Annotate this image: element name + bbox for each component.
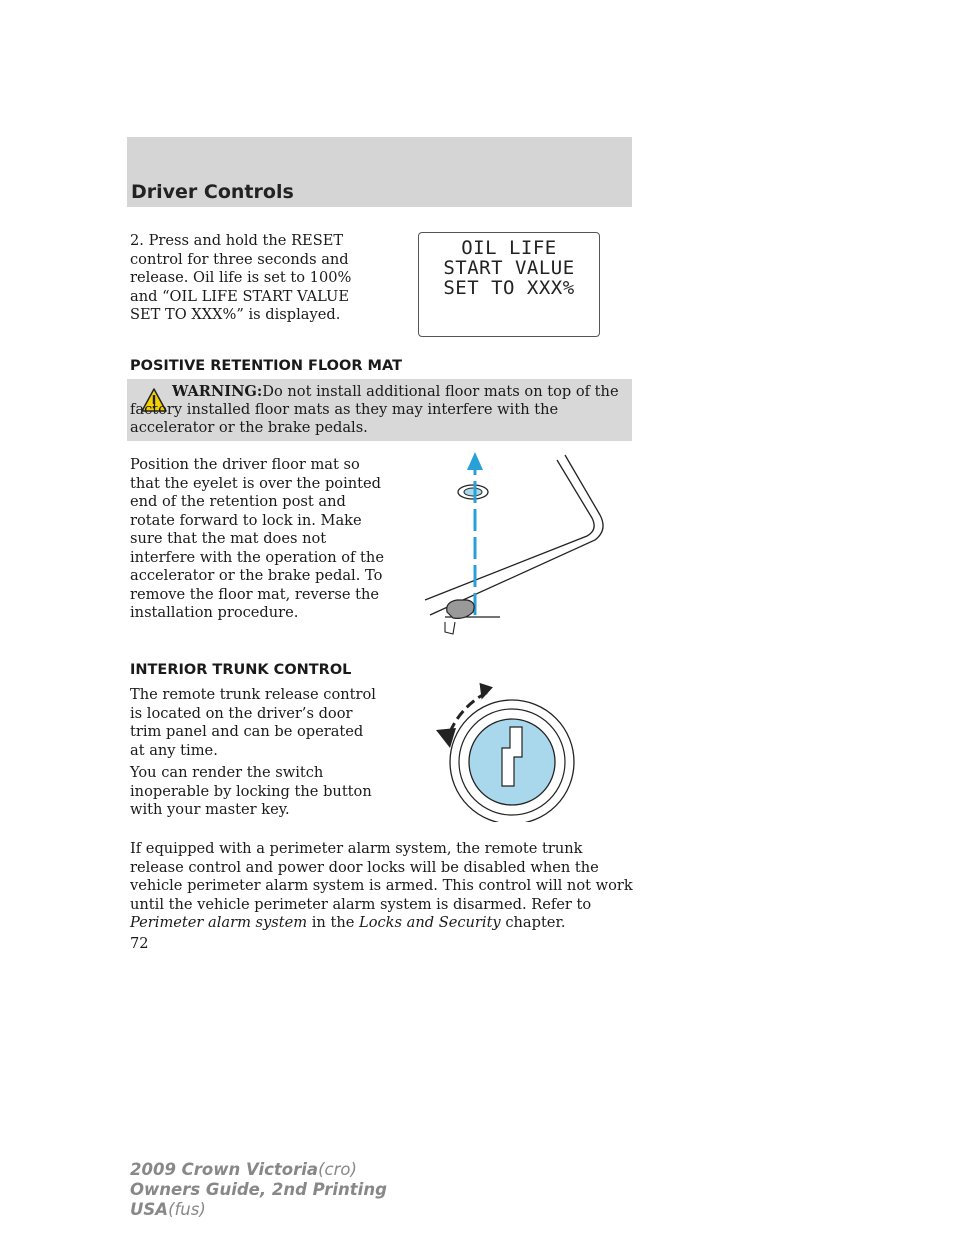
section-header bbox=[127, 137, 632, 207]
locks-security-reference: Locks and Security bbox=[359, 914, 501, 931]
mat-edge-outer bbox=[430, 455, 603, 615]
footer-imprint: 2009 Crown Victoria(cro) Owners Guide, 2nd Printing USA(fus) bbox=[130, 1160, 387, 1219]
trunk-release-switch-illustration bbox=[430, 682, 590, 822]
trunk-heading: INTERIOR TRUNK CONTROL bbox=[130, 662, 352, 678]
oil-life-step-text: 2. Press and hold the RESET control for three seconds and release. Oil life is set to 100% and “OIL LIFE START VALUE SET TO XXX%” is displayed. bbox=[130, 232, 352, 323]
floor-mat-body: Position the driver floor mat so that the eyelet is over the pointed end of the retention post and rotate forward to lock in. Make sure that the mat does not interfere with the operation of the accelerator or the brake pedal. To remove the floor mat, reverse the installation procedure. bbox=[130, 456, 384, 621]
perimeter-alarm-reference: Perimeter alarm system bbox=[130, 914, 308, 931]
trunk-para-2: You can render the switch inoperable by locking the button with your master key. bbox=[130, 764, 372, 818]
message-center-display bbox=[418, 232, 600, 337]
warning-label: WARNING: bbox=[172, 383, 263, 400]
warning-box bbox=[127, 379, 632, 441]
trunk-para-3: If equipped with a perimeter alarm system, the remote trunk release control and power door locks will be disabled when the vehicle perimeter alarm system is armed. This control will not work until the vehicle perimeter alarm system is disarmed. Refer to Perimeter alarm system in the Locks and Security chapter. bbox=[130, 840, 633, 931]
floor-mat-illustration bbox=[405, 450, 630, 650]
trunk-para-1: The remote trunk release control is located on the driver’s door trim panel and can be operated at any time. bbox=[130, 686, 376, 759]
retention-post bbox=[447, 600, 474, 618]
floor-mat-heading: POSITIVE RETENTION FLOOR MAT bbox=[130, 358, 402, 374]
eyelet-inner bbox=[464, 488, 482, 496]
warning-text: Do not install additional floor mats on top of the factory installed floor mats as they may interfere with the accelerator or the brake pedals. bbox=[130, 383, 619, 436]
page-number: 72 bbox=[130, 935, 149, 952]
display-line-1: OIL LIFE bbox=[461, 237, 557, 259]
warning-text-block bbox=[130, 383, 625, 437]
display-line-3: SET TO XXX% bbox=[443, 277, 575, 299]
arrow-up-icon bbox=[467, 452, 483, 470]
display-line-2: START VALUE bbox=[443, 257, 575, 279]
section-title: Driver Controls bbox=[131, 181, 294, 203]
